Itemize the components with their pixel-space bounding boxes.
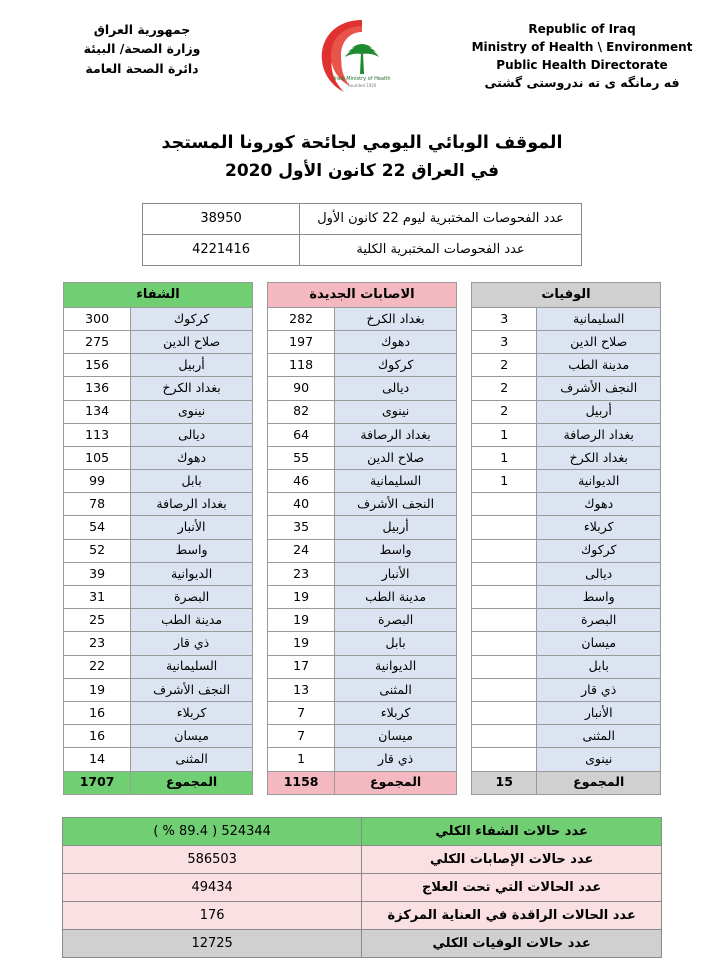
header-en-line1: Republic of Iraq bbox=[528, 22, 636, 36]
gov-value bbox=[472, 516, 537, 539]
total-cases-value: 586503 bbox=[63, 845, 362, 873]
table-row bbox=[472, 470, 661, 493]
new-cases-table bbox=[267, 282, 457, 795]
gov-name: ديالى bbox=[537, 562, 661, 585]
icu-label: عدد الحالات الراقدة في العناية المركزة bbox=[362, 901, 662, 929]
under-treatment-label: عدد الحالات التي تحت العلاج bbox=[362, 873, 662, 901]
gov-name: بغداد الكرخ bbox=[131, 377, 253, 400]
gov-value: 1 bbox=[472, 446, 537, 469]
gov-value: 13 bbox=[268, 678, 335, 701]
gov-value: 23 bbox=[64, 632, 131, 655]
gov-name: بابل bbox=[537, 655, 661, 678]
gov-name: السليمانية bbox=[537, 307, 661, 330]
table-row bbox=[472, 609, 661, 632]
gov-value: 118 bbox=[268, 354, 335, 377]
gov-name: النجف الأشرف bbox=[335, 493, 457, 516]
total-tests-label: عدد الفحوصات المختبرية الكلية bbox=[300, 234, 582, 265]
table-row bbox=[268, 701, 457, 724]
table-total-row bbox=[64, 771, 253, 794]
table-row bbox=[268, 632, 457, 655]
under-treatment-value: 49434 bbox=[63, 873, 362, 901]
gov-name: مدينة الطب bbox=[131, 609, 253, 632]
gov-value: 54 bbox=[64, 516, 131, 539]
table-row bbox=[268, 330, 457, 353]
gov-value: 1 bbox=[472, 423, 537, 446]
recovered-header: الشفاء bbox=[64, 282, 253, 307]
table-row bbox=[472, 725, 661, 748]
gov-value bbox=[472, 678, 537, 701]
gov-name: صلاح الدين bbox=[335, 446, 457, 469]
gov-value: 35 bbox=[268, 516, 335, 539]
gov-name: الديوانية bbox=[131, 562, 253, 585]
total-deaths-value: 12725 bbox=[63, 929, 362, 957]
governorate-columns bbox=[0, 282, 724, 795]
table-row bbox=[268, 307, 457, 330]
gov-name: كركوك bbox=[537, 539, 661, 562]
table-row bbox=[64, 655, 253, 678]
gov-name: دهوك bbox=[537, 493, 661, 516]
gov-name: أربيل bbox=[335, 516, 457, 539]
gov-value: 31 bbox=[64, 586, 131, 609]
gov-value: 16 bbox=[64, 725, 131, 748]
gov-value: 134 bbox=[64, 400, 131, 423]
gov-value: 52 bbox=[64, 539, 131, 562]
gov-value bbox=[472, 655, 537, 678]
gov-value: 16 bbox=[64, 701, 131, 724]
gov-name: كركوك bbox=[131, 307, 253, 330]
table-row bbox=[64, 377, 253, 400]
table-row bbox=[472, 330, 661, 353]
ministry-logo-icon bbox=[314, 16, 410, 108]
gov-value bbox=[472, 562, 537, 585]
recovered-column bbox=[63, 282, 253, 795]
gov-name: كربلاء bbox=[131, 701, 253, 724]
table-row bbox=[268, 354, 457, 377]
recovered-total-label: المجموع bbox=[131, 771, 253, 794]
gov-value: 40 bbox=[268, 493, 335, 516]
table-row bbox=[64, 446, 253, 469]
gov-name: نينوى bbox=[335, 400, 457, 423]
table-row bbox=[64, 562, 253, 585]
gov-value: 2 bbox=[472, 354, 537, 377]
gov-value: 19 bbox=[268, 586, 335, 609]
table-row bbox=[472, 539, 661, 562]
gov-value: 17 bbox=[268, 655, 335, 678]
table-row bbox=[64, 586, 253, 609]
gov-name: البصرة bbox=[335, 609, 457, 632]
gov-name: ذي قار bbox=[537, 678, 661, 701]
table-row bbox=[472, 632, 661, 655]
total-recovered-label: عدد حالات الشفاء الكلي bbox=[362, 817, 662, 845]
gov-name: مدينة الطب bbox=[335, 586, 457, 609]
gov-value: 25 bbox=[64, 609, 131, 632]
table-row bbox=[472, 446, 661, 469]
document-header bbox=[0, 0, 724, 108]
gov-name: كركوك bbox=[335, 354, 457, 377]
table-row bbox=[472, 516, 661, 539]
gov-value: 7 bbox=[268, 701, 335, 724]
gov-name: كربلاء bbox=[335, 701, 457, 724]
gov-value: 282 bbox=[268, 307, 335, 330]
gov-name: كربلاء bbox=[537, 516, 661, 539]
tests-summary-section bbox=[0, 203, 724, 266]
table-row bbox=[268, 423, 457, 446]
new-cases-total-label: المجموع bbox=[335, 771, 457, 794]
gov-value: 2 bbox=[472, 400, 537, 423]
gov-value bbox=[472, 748, 537, 771]
table-row bbox=[472, 354, 661, 377]
gov-value: 14 bbox=[64, 748, 131, 771]
gov-value bbox=[472, 725, 537, 748]
table-row bbox=[63, 845, 662, 873]
table-row bbox=[64, 748, 253, 771]
header-ar-line1: جمهورية العراق bbox=[93, 22, 191, 37]
table-row bbox=[63, 873, 662, 901]
gov-value: 99 bbox=[64, 470, 131, 493]
title-line-2: في العراق 22 كانون الأول 2020 bbox=[225, 161, 499, 182]
table-row bbox=[143, 203, 582, 234]
gov-name: أربيل bbox=[537, 400, 661, 423]
gov-value: 39 bbox=[64, 562, 131, 585]
table-row bbox=[268, 539, 457, 562]
gov-name: واسط bbox=[131, 539, 253, 562]
header-kurdish-line: فه رمانگه ى ته ندروستى گشتى bbox=[484, 75, 680, 90]
table-row bbox=[268, 609, 457, 632]
total-deaths-label: عدد حالات الوفيات الكلي bbox=[362, 929, 662, 957]
gov-value: 300 bbox=[64, 307, 131, 330]
table-row bbox=[472, 678, 661, 701]
gov-name: أربيل bbox=[131, 354, 253, 377]
table-row bbox=[268, 516, 457, 539]
title-line-1: الموقف الوبائي اليومي لجائحة كورونا المستجد bbox=[161, 133, 563, 153]
logo-container bbox=[292, 14, 432, 108]
table-row bbox=[64, 609, 253, 632]
deaths-total-label: المجموع bbox=[537, 771, 661, 794]
gov-name: بابل bbox=[131, 470, 253, 493]
total-cases-label: عدد حالات الإصابات الكلي bbox=[362, 845, 662, 873]
gov-value bbox=[472, 493, 537, 516]
gov-name: المثنى bbox=[335, 678, 457, 701]
daily-tests-label: عدد الفحوصات المختبرية ليوم 22 كانون الأول bbox=[300, 203, 582, 234]
gov-value: 19 bbox=[268, 632, 335, 655]
table-row bbox=[64, 354, 253, 377]
recovered-total-value: 1707 bbox=[64, 771, 131, 794]
table-header-row bbox=[64, 282, 253, 307]
deaths-header: الوفيات bbox=[472, 282, 661, 307]
table-row bbox=[268, 678, 457, 701]
table-row bbox=[472, 307, 661, 330]
gov-value bbox=[472, 539, 537, 562]
gov-name: النجف الأشرف bbox=[131, 678, 253, 701]
gov-name: ميسان bbox=[537, 632, 661, 655]
gov-value: 113 bbox=[64, 423, 131, 446]
gov-value: 90 bbox=[268, 377, 335, 400]
table-row bbox=[268, 470, 457, 493]
gov-name: بغداد الكرخ bbox=[335, 307, 457, 330]
table-row bbox=[268, 586, 457, 609]
table-row bbox=[472, 562, 661, 585]
header-en-line3: Public Health Directorate bbox=[496, 58, 668, 72]
table-row bbox=[472, 655, 661, 678]
gov-name: واسط bbox=[537, 586, 661, 609]
gov-name: النجف الأشرف bbox=[537, 377, 661, 400]
deaths-column bbox=[471, 282, 661, 795]
table-row bbox=[64, 423, 253, 446]
table-row bbox=[268, 400, 457, 423]
table-total-row bbox=[472, 771, 661, 794]
header-english-block bbox=[458, 14, 706, 93]
gov-name: بغداد الرصافة bbox=[335, 423, 457, 446]
icu-value: 176 bbox=[63, 901, 362, 929]
gov-name: ميسان bbox=[131, 725, 253, 748]
table-row bbox=[64, 725, 253, 748]
gov-name: المثنى bbox=[131, 748, 253, 771]
table-row bbox=[472, 493, 661, 516]
svg-text:Founded 1920: Founded 1920 bbox=[347, 83, 377, 88]
gov-value bbox=[472, 609, 537, 632]
total-recovered-value: 524344 ( 89.4 % ) bbox=[63, 817, 362, 845]
gov-name: نينوى bbox=[131, 400, 253, 423]
gov-name: بابل bbox=[335, 632, 457, 655]
tests-summary-table bbox=[142, 203, 582, 266]
header-ar-line3: دائرة الصحة العامة bbox=[85, 60, 199, 76]
header-ar-line2: وزارة الصحة/ البيئة bbox=[83, 41, 201, 57]
table-row bbox=[64, 330, 253, 353]
table-row bbox=[472, 586, 661, 609]
gov-value: 3 bbox=[472, 307, 537, 330]
gov-name: صلاح الدين bbox=[131, 330, 253, 353]
gov-value: 156 bbox=[64, 354, 131, 377]
gov-name: السليمانية bbox=[335, 470, 457, 493]
table-row bbox=[268, 655, 457, 678]
gov-value: 197 bbox=[268, 330, 335, 353]
deaths-total-value: 15 bbox=[472, 771, 537, 794]
table-row bbox=[64, 632, 253, 655]
table-row bbox=[64, 516, 253, 539]
gov-value: 7 bbox=[268, 725, 335, 748]
gov-name: ميسان bbox=[335, 725, 457, 748]
table-row bbox=[63, 901, 662, 929]
gov-value: 19 bbox=[64, 678, 131, 701]
gov-value: 275 bbox=[64, 330, 131, 353]
table-row bbox=[472, 423, 661, 446]
gov-name: واسط bbox=[335, 539, 457, 562]
gov-value: 46 bbox=[268, 470, 335, 493]
table-row bbox=[63, 817, 662, 845]
gov-name: بغداد الرصافة bbox=[131, 493, 253, 516]
total-tests-value: 4221416 bbox=[143, 234, 300, 265]
gov-name: السليمانية bbox=[131, 655, 253, 678]
table-row bbox=[64, 400, 253, 423]
table-row bbox=[64, 701, 253, 724]
gov-value: 82 bbox=[268, 400, 335, 423]
gov-name: بغداد الكرخ bbox=[537, 446, 661, 469]
new-cases-total-value: 1158 bbox=[268, 771, 335, 794]
table-total-row bbox=[268, 771, 457, 794]
gov-name: ذي قار bbox=[335, 748, 457, 771]
gov-name: الأنبار bbox=[335, 562, 457, 585]
gov-name: مدينة الطب bbox=[537, 354, 661, 377]
table-header-row bbox=[472, 282, 661, 307]
gov-name: دهوك bbox=[335, 330, 457, 353]
gov-value: 24 bbox=[268, 539, 335, 562]
gov-value: 136 bbox=[64, 377, 131, 400]
table-row bbox=[64, 539, 253, 562]
table-row bbox=[472, 400, 661, 423]
new-cases-column bbox=[267, 282, 457, 795]
svg-text:Iraqi Ministry of Health: Iraqi Ministry of Health bbox=[333, 76, 391, 82]
table-row bbox=[472, 377, 661, 400]
gov-name: البصرة bbox=[537, 609, 661, 632]
gov-value: 3 bbox=[472, 330, 537, 353]
gov-value: 105 bbox=[64, 446, 131, 469]
table-row bbox=[64, 493, 253, 516]
gov-value: 55 bbox=[268, 446, 335, 469]
gov-name: صلاح الدين bbox=[537, 330, 661, 353]
table-row bbox=[268, 493, 457, 516]
gov-value: 64 bbox=[268, 423, 335, 446]
table-row bbox=[63, 929, 662, 957]
cumulative-summary-table bbox=[62, 817, 662, 958]
gov-value bbox=[472, 701, 537, 724]
gov-name: الأنبار bbox=[131, 516, 253, 539]
header-en-line2: Ministry of Health \ Environment bbox=[471, 40, 693, 54]
gov-value: 19 bbox=[268, 609, 335, 632]
gov-name: نينوى bbox=[537, 748, 661, 771]
gov-value bbox=[472, 632, 537, 655]
gov-value: 1 bbox=[472, 470, 537, 493]
header-arabic-block bbox=[18, 14, 266, 78]
table-row bbox=[268, 562, 457, 585]
table-row bbox=[143, 234, 582, 265]
table-header-row bbox=[268, 282, 457, 307]
gov-name: ديالى bbox=[335, 377, 457, 400]
table-row bbox=[64, 307, 253, 330]
table-row bbox=[268, 377, 457, 400]
gov-value: 23 bbox=[268, 562, 335, 585]
gov-value: 2 bbox=[472, 377, 537, 400]
table-row bbox=[64, 678, 253, 701]
page-title bbox=[0, 130, 724, 185]
table-row bbox=[268, 446, 457, 469]
gov-name: ذي قار bbox=[131, 632, 253, 655]
cumulative-summary-section bbox=[0, 817, 724, 958]
table-row bbox=[472, 701, 661, 724]
gov-value: 1 bbox=[268, 748, 335, 771]
gov-name: الديوانية bbox=[537, 470, 661, 493]
gov-name: بغداد الرصافة bbox=[537, 423, 661, 446]
gov-name: الأنبار bbox=[537, 701, 661, 724]
gov-name: دهوك bbox=[131, 446, 253, 469]
gov-name: الديوانية bbox=[335, 655, 457, 678]
deaths-table bbox=[471, 282, 661, 795]
gov-value bbox=[472, 586, 537, 609]
table-row bbox=[64, 470, 253, 493]
recovered-table bbox=[63, 282, 253, 795]
table-row bbox=[268, 725, 457, 748]
gov-value: 78 bbox=[64, 493, 131, 516]
table-row bbox=[268, 748, 457, 771]
gov-name: البصرة bbox=[131, 586, 253, 609]
gov-name: ديالى bbox=[131, 423, 253, 446]
new-cases-header: الاصابات الجديدة bbox=[268, 282, 457, 307]
daily-tests-value: 38950 bbox=[143, 203, 300, 234]
gov-value: 22 bbox=[64, 655, 131, 678]
gov-name: المثنى bbox=[537, 725, 661, 748]
table-row bbox=[472, 748, 661, 771]
